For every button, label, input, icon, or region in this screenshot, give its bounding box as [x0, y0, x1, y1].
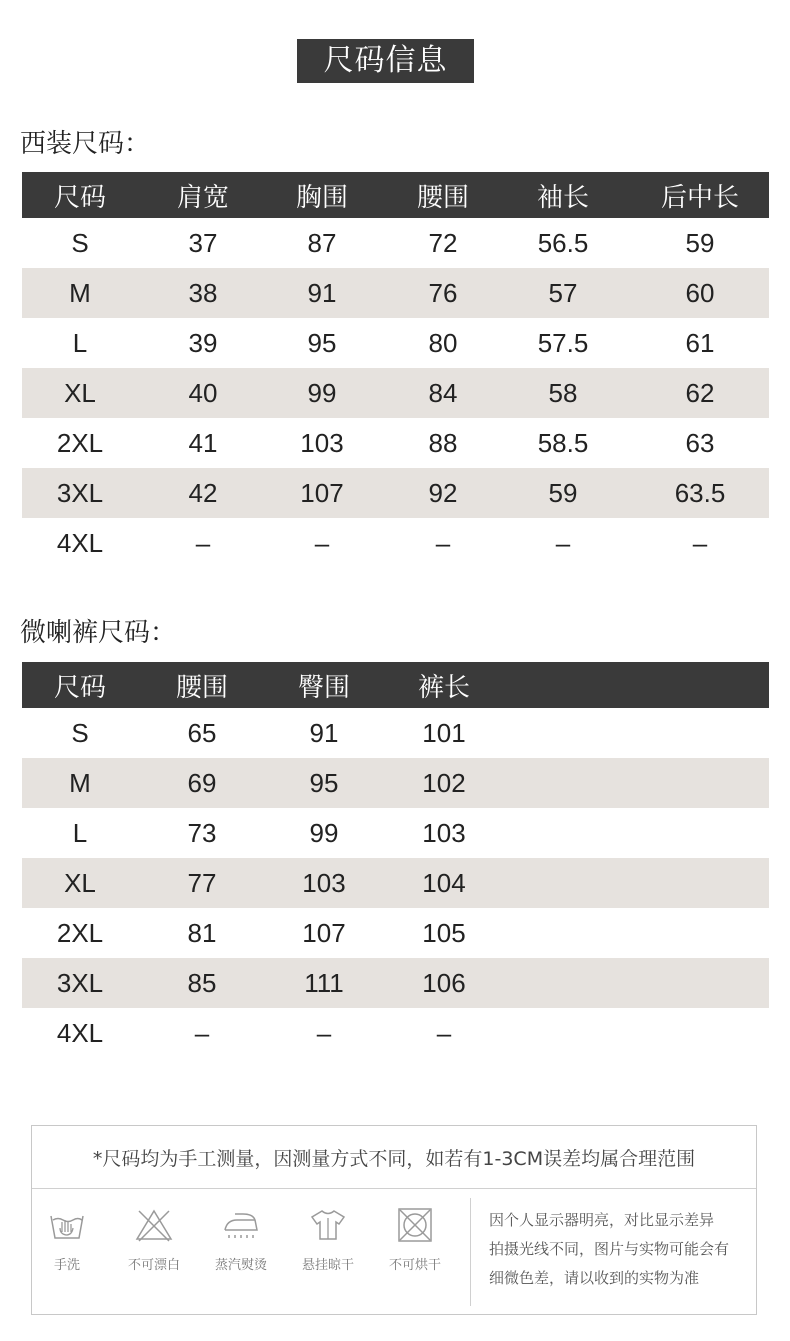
table-cell: 106	[422, 967, 466, 998]
column-header: 袖长	[536, 182, 589, 213]
table-cell: L	[72, 327, 88, 358]
table-cell: 81	[187, 917, 217, 948]
table-cell: 80	[428, 327, 458, 358]
table-cell: 88	[428, 427, 458, 458]
table-row	[22, 268, 769, 318]
hand-wash-icon	[47, 1208, 87, 1242]
table-row	[22, 908, 769, 958]
column-header: 裤长	[417, 672, 470, 703]
care-item-hang-dry	[288, 1208, 368, 1273]
table-cell: 4XL	[56, 1017, 104, 1048]
table-header-row	[22, 172, 769, 218]
pants-section-title: 微喇裤尺码：	[20, 618, 177, 648]
column-header: 胸围	[295, 182, 348, 213]
table-cell: –	[555, 527, 571, 558]
table-cell: 84	[428, 377, 458, 408]
table-cell: S	[71, 717, 89, 748]
care-item-steam-iron	[201, 1208, 281, 1273]
table-cell: 65	[187, 717, 217, 748]
table-cell: 95	[307, 327, 337, 358]
column-header: 腰围	[416, 182, 469, 213]
table-cell: 103	[300, 427, 344, 458]
table-cell: 39	[188, 327, 218, 358]
table-cell: 60	[685, 277, 715, 308]
table-cell: 91	[307, 277, 337, 308]
suit-size-table	[22, 172, 769, 568]
column-header: 尺码	[53, 182, 106, 213]
table-row	[22, 468, 769, 518]
table-cell: 58.5	[537, 427, 589, 458]
no-tumble-dry-icon	[395, 1208, 435, 1242]
table-cell: 103	[302, 867, 346, 898]
table-cell: 61	[685, 327, 715, 358]
table-cell: 95	[309, 767, 339, 798]
table-cell: XL	[64, 377, 96, 408]
notice-divider	[32, 1188, 756, 1189]
table-cell: 92	[428, 477, 458, 508]
table-row	[22, 858, 769, 908]
care-item-no-tumble-dry	[375, 1208, 455, 1273]
table-cell: 59	[548, 477, 578, 508]
table-cell: 107	[300, 477, 344, 508]
care-label-no-bleach: 不可漂白	[127, 1258, 180, 1273]
table-cell: 63.5	[674, 477, 726, 508]
table-cell: 59	[685, 227, 715, 258]
table-cell: 3XL	[56, 967, 104, 998]
column-header: 腰围	[175, 672, 228, 703]
table-cell: 42	[188, 477, 218, 508]
table-header-row	[22, 662, 769, 708]
table-cell: 4XL	[56, 527, 104, 558]
page-title: 尺码信息	[297, 39, 474, 83]
disclaimer-line: 细微色差，请以收到的实物为准	[489, 1269, 700, 1287]
table-cell: 57.5	[537, 327, 589, 358]
care-label-hang-dry: 悬挂晾干	[301, 1258, 354, 1273]
table-cell: S	[71, 227, 89, 258]
care-item-hand-wash	[27, 1208, 107, 1273]
table-cell: 2XL	[56, 427, 104, 458]
suit-section-title: 西装尺码：	[20, 129, 151, 159]
table-cell: 62	[685, 377, 715, 408]
table-row	[22, 758, 769, 808]
care-item-no-bleach	[114, 1208, 194, 1273]
table-cell: 77	[187, 867, 217, 898]
table-cell: –	[435, 527, 451, 558]
hang-dry-icon	[308, 1208, 348, 1242]
notice-box	[31, 1125, 757, 1315]
table-cell: 38	[188, 277, 218, 308]
column-header: 肩宽	[176, 182, 229, 213]
care-label-no-tumble-dry: 不可烘干	[388, 1258, 441, 1273]
table-row	[22, 318, 769, 368]
table-cell: M	[69, 277, 91, 308]
table-row	[22, 808, 769, 858]
no-bleach-icon	[134, 1208, 174, 1242]
table-cell: 105	[422, 917, 466, 948]
column-header: 后中长	[660, 182, 739, 213]
table-cell: 63	[685, 427, 715, 458]
table-cell: –	[316, 1017, 332, 1048]
table-cell: 57	[548, 277, 578, 308]
column-header: 尺码	[53, 672, 106, 703]
table-cell: 99	[309, 817, 339, 848]
table-cell: 87	[307, 227, 337, 258]
table-row	[22, 418, 769, 468]
notice-vertical-divider	[470, 1198, 471, 1306]
table-cell: 56.5	[537, 227, 589, 258]
steam-iron-icon	[221, 1208, 261, 1242]
care-label-hand-wash: 手洗	[53, 1258, 80, 1273]
table-cell: 3XL	[56, 477, 104, 508]
table-cell: –	[314, 527, 330, 558]
disclaimer-line: 拍摄光线不同，图片与实物可能会有	[489, 1240, 730, 1258]
table-cell: 2XL	[56, 917, 104, 948]
table-cell: 41	[188, 427, 218, 458]
table-cell: 91	[309, 717, 339, 748]
care-label-steam-iron: 蒸汽熨烫	[214, 1258, 267, 1273]
table-cell: 107	[302, 917, 346, 948]
table-row	[22, 1008, 769, 1058]
table-cell: –	[195, 527, 211, 558]
color-disclaimer	[489, 1206, 751, 1293]
table-cell: 102	[422, 767, 466, 798]
table-cell: 103	[422, 817, 466, 848]
table-cell: 58	[548, 377, 578, 408]
table-row	[22, 218, 769, 268]
pants-size-table	[22, 662, 769, 1058]
table-cell: 40	[188, 377, 218, 408]
table-cell: XL	[64, 867, 96, 898]
table-cell: –	[436, 1017, 452, 1048]
table-row	[22, 368, 769, 418]
table-cell: 69	[187, 767, 217, 798]
measurement-note: *尺码均为手工测量，因测量方式不同，如若有1-3CM误差均属合理范围	[92, 1147, 696, 1170]
table-row	[22, 958, 769, 1008]
table-cell: 73	[187, 817, 217, 848]
table-cell: 111	[304, 967, 344, 998]
table-row	[22, 708, 769, 758]
table-cell: L	[72, 817, 88, 848]
table-cell: 101	[422, 717, 466, 748]
table-cell: 104	[422, 867, 466, 898]
disclaimer-line: 因个人显示器明亮，对比显示差异	[489, 1211, 715, 1229]
table-row	[22, 518, 769, 568]
table-cell: –	[692, 527, 708, 558]
table-cell: 37	[188, 227, 218, 258]
table-cell: 85	[187, 967, 217, 998]
column-header: 臀围	[297, 672, 350, 703]
table-cell: 76	[428, 277, 458, 308]
table-cell: 72	[428, 227, 458, 258]
table-cell: 99	[307, 377, 337, 408]
table-cell: M	[69, 767, 91, 798]
table-cell: –	[194, 1017, 210, 1048]
